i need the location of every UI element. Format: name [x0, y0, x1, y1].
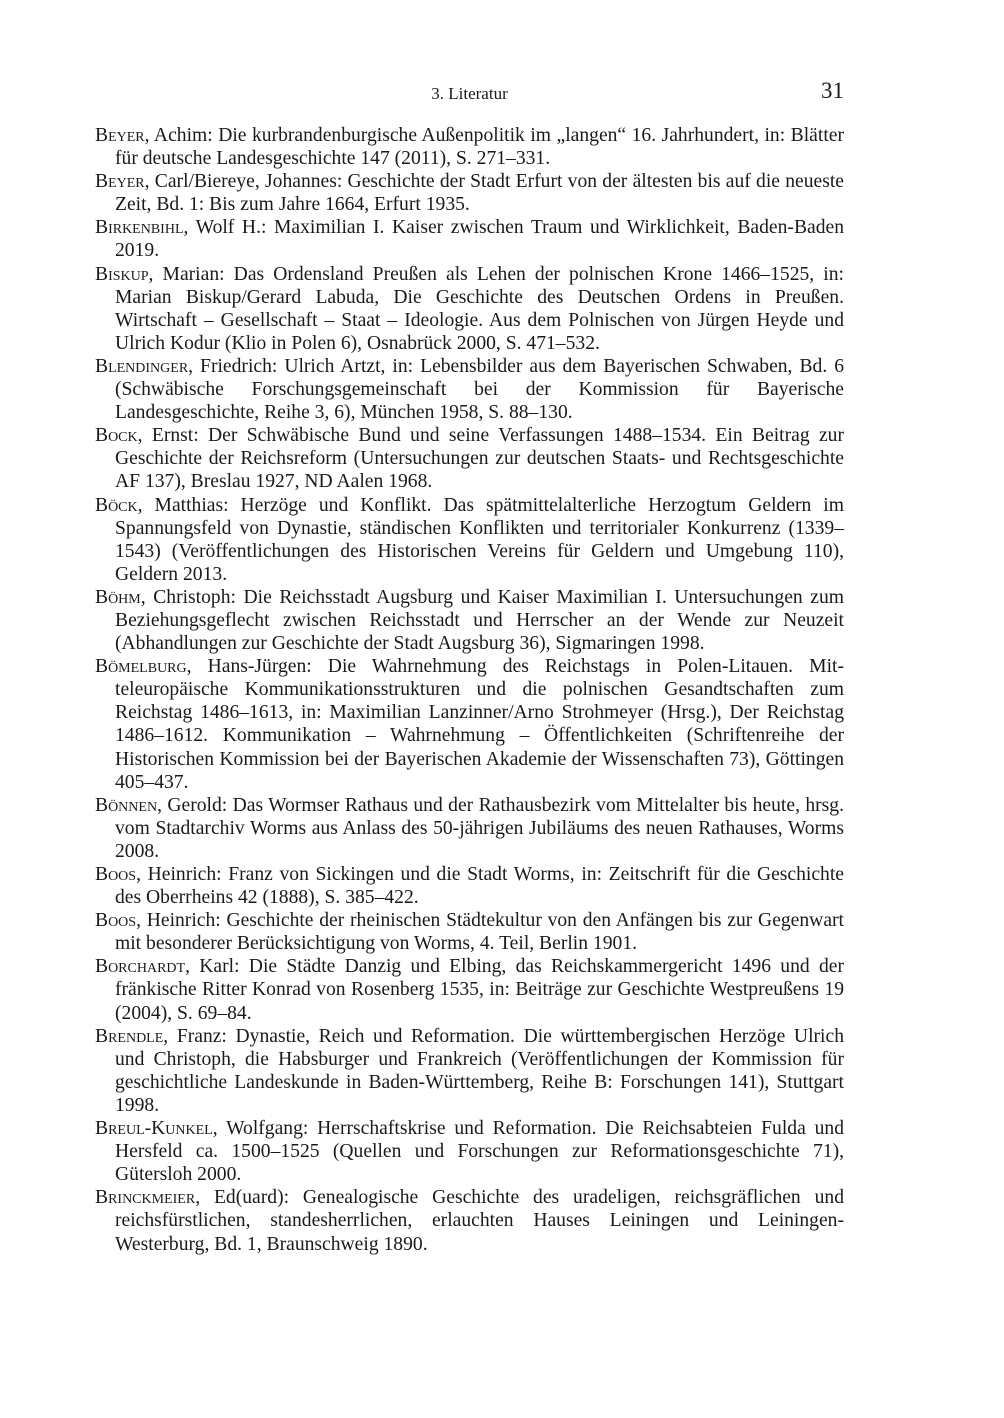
bibliography-entry — [95, 955, 844, 1024]
bibliography-entry — [95, 124, 844, 170]
bibliography-entry — [95, 1186, 844, 1255]
entry-text: , Marian: Das Ordensland Preußen als Lehen der polnischen Krone 1466–1525, in: Marian Biskup/Gerard Labuda, Die Geschichte des Deutschen Ordens in Preußen. Wirtschaft – Gesellschaft – Staat – Ideologie. Aus dem Polnischen von Jürgen Heyde und Ulrich Kodur (Klio in Polen 6), Osnabrück 2000, S. 471–532. — [115, 263, 844, 354]
bibliography-entry — [95, 263, 844, 355]
entry-text: , Christoph: Die Reichsstadt Augsburg und Kaiser Maximilian I. Untersuchungen zum Beziehungsgeflecht zwischen Reichsstadt und Herrscher an der Wende zur Neuzeit (Abhandlungen zur Geschichte der Stadt Augsburg 36), Sigmaringen 1998. — [115, 586, 844, 655]
entry-author: Breul-Kunkel — [95, 1118, 213, 1140]
bibliography-entry — [95, 863, 844, 909]
entry-text: , Ernst: Der Schwäbische Bund und seine Verfassungen 1488–1534. Ein Beitrag zur Geschichte der Reichsreform (Untersuchungen zur deutschen Staats- und Rechtsgeschichte AF 137), Breslau 1927, ND Aalen 1968. — [115, 425, 844, 493]
entry-text: , Wolfgang: Herrschaftskrise und Reformation. Die Reichsabteien Fulda und Hersfeld ca. 1500–1525 (Quellen und Forschungen zur Reformationsgeschichte 71), Gütersloh 2000. — [115, 1118, 844, 1186]
running-title: 3. Literatur — [431, 84, 508, 103]
bibliography-entry — [95, 355, 844, 424]
bibliography-entry — [95, 909, 844, 955]
entry-author: Beyer — [95, 125, 145, 146]
entry-author: Blendinger — [95, 355, 189, 377]
entry-text: , Friedrich: Ulrich Artzt, in: Lebensbilder aus dem Bayerischen Schwaben, Bd. 6 (Schwäbische Forschungsgemeinschaft bei der Kommission für Bayerische Landesgeschichte, Reihe 3, 6), München 1958, S. 88–130. — [115, 355, 844, 424]
entry-author: Bömelburg — [95, 656, 187, 678]
entry-author: Biskup — [95, 263, 149, 285]
entry-author: Böhm — [95, 586, 141, 608]
entry-author: Brinckmeier — [95, 1187, 196, 1209]
bibliography-entry — [95, 1117, 844, 1186]
entry-text: , Hans-Jürgen: Die Wahrnehmung des Reichstags in Polen-Litauen. Mitteleuropäische Kommunikationsstrukturen und die polnischen Gesandtschaften zum Reichstag 1486–1613, in: Maximilian Lanzinner/Arno Strohmeyer (Hrsg.), Der Reichstag 1486–1612. Kommunikation – Wahrnehmung – Öffentlichkeiten (Schriftenreihe der Historischen Kommission bei der Bayerischen Akademie der Wissenschaften 73), Göttingen 405–437. — [115, 656, 844, 793]
entry-text: , Achim: Die kurbrandenburgische Außenpolitik im „langen“ 16. Jahrhundert, in: Blätter für deutsche Landesgeschichte 147 (2011), S. 271–331. — [115, 125, 844, 170]
bibliography-entry — [95, 794, 844, 863]
entry-text: , Gerold: Das Wormser Rathaus und der Rathausbezirk vom Mittelalter bis heute, hrsg. vom Stadtarchiv Worms aus Anlass des 50-jährigen Jubiläums des neuen Rathauses, Worms 2008. — [115, 794, 844, 862]
entry-text: , Matthias: Herzöge und Konflikt. Das spätmittelalterliche Herzogtum Geldern im Spannungsfeld von Dynastie, ständischen Konflikten und territorialer Konkurrenz (1339–1543) (Veröffentlichungen des Historischen Vereins für Geldern und Umgebung 110), Geldern 2013. — [115, 494, 844, 585]
entry-text: , Heinrich: Franz von Sickingen und die Stadt Worms, in: Zeitschrift für die Geschichte des Oberrheins 42 (1888), S. 385–422. — [115, 864, 844, 909]
page-number: 31 — [821, 78, 844, 103]
entry-author: Borchardt — [95, 956, 186, 978]
entry-author: Bönnen — [95, 794, 158, 816]
bibliography-entry — [95, 424, 844, 493]
bibliography-entry — [95, 170, 844, 216]
entry-text: , Franz: Dynastie, Reich und Reformation. Die württembergischen Herzöge Ulrich und Christoph, die Habsburger und Frankreich (Veröffentlichungen der Kommission für geschichtliche Landeskunde in Baden-Württemberg, Reihe B: Forschungen 141), Stuttgart 1998. — [115, 1025, 844, 1116]
entry-text: , Wolf H.: Maximilian I. Kaiser zwischen Traum und Wirklichkeit, Baden-Baden 2019. — [115, 217, 844, 262]
entry-author: Boos — [95, 864, 137, 885]
bibliography-entry — [95, 655, 844, 794]
entry-text: , Karl: Die Städte Danzig und Elbing, das Reichskammergericht 1496 und der fränkische Ritter Konrad von Rosenberg 1535, in: Beiträge zur Geschichte Westpreußens 19 (2004), S. 69–84. — [115, 956, 844, 1024]
entry-author: Bock — [95, 425, 138, 447]
bibliography-entry — [95, 1025, 844, 1117]
bibliography-entry — [95, 586, 844, 655]
entry-author: Beyer — [95, 171, 145, 193]
bibliography-entry — [95, 494, 844, 586]
entry-text: , Ed(uard): Genealogische Geschichte des uradeligen, reichsgräflichen und reichsfürstlichen, standesherrlichen, erlauchten Hauses Leiningen und Leiningen-Westerburg, Bd. 1, Braunschweig 1890. — [115, 1187, 844, 1255]
entry-author: Boos — [95, 910, 137, 932]
entry-text: , Heinrich: Geschichte der rheinischen Städtekultur von den Anfängen bis zur Gegenwart mit besonderer Berücksichtigung von Worms, 4. Teil, Berlin 1901. — [115, 910, 844, 955]
running-header — [95, 78, 844, 108]
bibliography-entry — [95, 216, 844, 262]
entry-author: Birkenbihl — [95, 217, 184, 239]
entry-author: Brendle — [95, 1025, 164, 1047]
entry-text: , Carl/Biereye, Johannes: Geschichte der Stadt Erfurt von der ältesten bis auf die neueste Zeit, Bd. 1: Bis zum Jahre 1664, Erfurt 1935. — [115, 171, 844, 216]
entry-author: Böck — [95, 494, 138, 516]
bibliography-list — [95, 124, 844, 1256]
